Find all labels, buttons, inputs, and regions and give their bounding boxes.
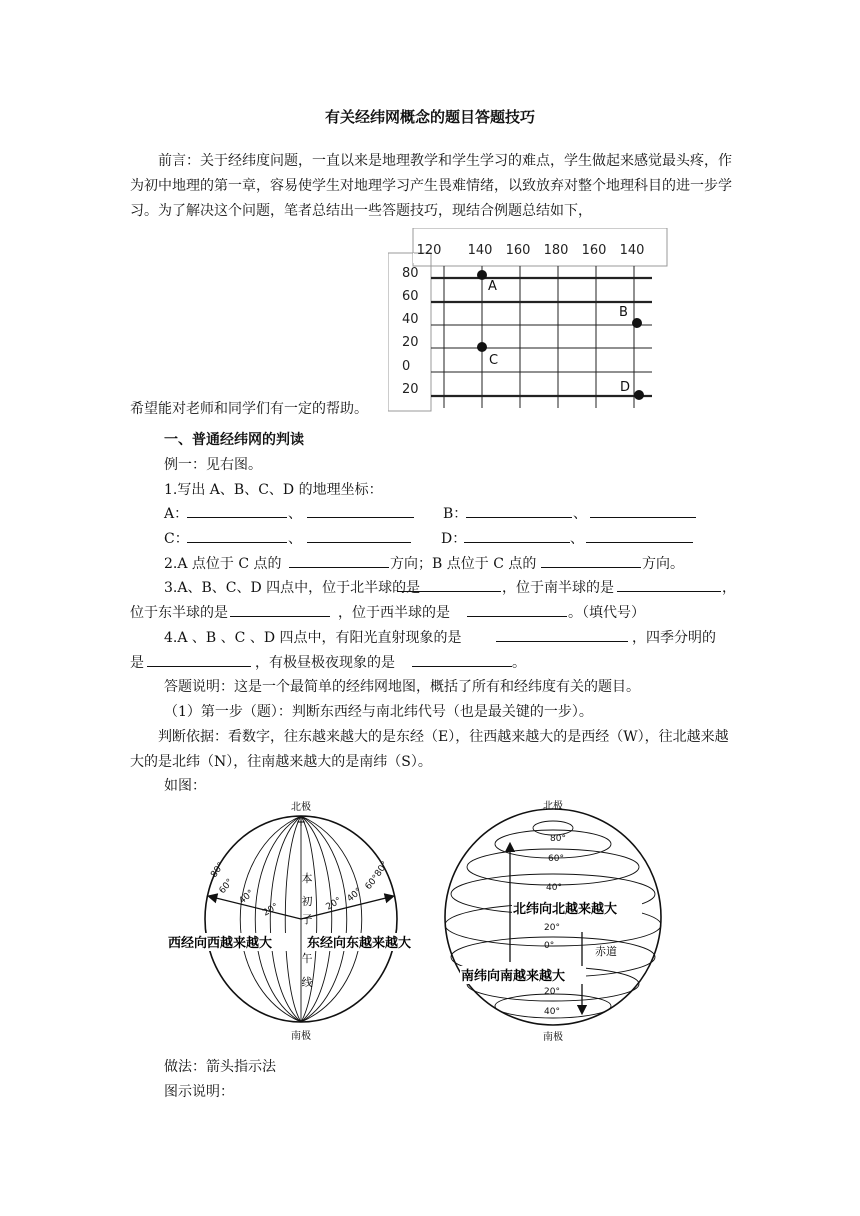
intro-end: 希望能对老师和同学们有一定的帮助。 [130,401,368,417]
question-3-part: ，位于南半球的是 [502,580,614,596]
label-a: A： [164,506,189,522]
answer-blank [590,517,696,518]
top-label: 160 [581,243,607,258]
answer-blank [397,591,501,592]
left-label: 20 [402,382,419,397]
svg-text:0°: 0° [544,941,555,951]
answer-blank [230,616,330,617]
meridian-globe-diagram [160,792,430,1042]
east-longitude-label: 东经向东越来越大 [307,936,412,951]
label-d: D： [441,531,467,547]
meridian-degrees [209,860,390,919]
meridian-char: 午 [301,952,313,965]
answer-blank [147,666,251,667]
svg-text:80°: 80° [550,834,566,844]
grid-lines [431,266,652,408]
left-label: 0 [402,359,411,374]
question-2-part: 方向。 [642,556,684,572]
answer-blank [307,542,411,543]
parallel-degrees [544,834,566,1017]
north-pole-label: 北极 [291,802,311,813]
svg-text:+: + [295,815,307,829]
left-label: 20 [402,335,419,350]
separator: 、 [288,531,302,547]
svg-text:20°: 20° [544,987,560,997]
south-pole-label: 南极 [543,1032,563,1042]
south-latitude-label: 南纬向南越来越大 [461,969,566,984]
svg-text:20°: 20° [324,895,344,913]
svg-text:40°: 40° [544,1007,560,1017]
point-label: A [488,279,497,294]
meridian-char: 初 [301,895,313,908]
svg-text:20°: 20° [544,923,560,933]
section-heading: 一、普通经纬网的判读 [164,432,304,448]
grid-top-labels [417,243,645,258]
question-3-part: 3.A、B、C、D 四点中，位于北半球的是 [164,580,421,596]
svg-text:40°: 40° [237,888,257,907]
svg-text:60°: 60° [548,854,564,864]
question-4-part: 4.A 、B 、C 、D 四点中，有阳光直射现象的是 [164,630,462,646]
answer-blank [464,542,570,543]
top-label: 120 [416,243,442,258]
question-4-part: ，有极昼极夜现象的是 [255,655,395,671]
question-4-part: 。 [512,655,526,671]
separator: 、 [288,506,302,522]
question-3-part: ，位于西半球的是 [338,605,450,621]
question-3-part: 位于东半球的是 [130,605,228,621]
as-shown: 如图： [164,778,206,794]
separator: 、 [573,506,587,522]
answer-blank [496,641,628,642]
svg-text:40°: 40° [546,883,562,893]
top-label: 140 [467,243,493,258]
question-4-part: 是 [130,655,144,671]
grid-left-labels [402,266,419,397]
label-c: C： [164,531,189,547]
answer-blank [617,591,721,592]
west-longitude-label: 西经向西越来越大 [168,936,273,951]
answer-blank [467,616,567,617]
answer-blank [289,567,389,568]
svg-text:60°: 60° [217,877,236,896]
south-pole-label: 南极 [291,1031,311,1042]
basis-paragraph: 判断依据：看数字，往东越来越大的是东经（E），往西越来越大的是西经（W），往北越来越大的是北纬（N），往南越来越大的是南纬（S）。 [130,729,729,770]
svg-text:60°: 60° [363,873,382,892]
label-b: B： [443,506,468,522]
left-label: 60 [402,289,419,304]
answer-blank [187,542,287,543]
svg-text:80°: 80° [209,860,227,880]
meridian-char: 子 [301,913,313,926]
answer-blank [412,666,512,667]
svg-text:80°: 80° [373,859,391,879]
svg-text:40°: 40° [345,886,365,905]
point-a [477,270,487,280]
question-2-part: 2.A 点位于 C 点的 [164,556,282,572]
question-3-part: ， [722,580,736,596]
answer-blank [187,517,287,518]
point-label: D [620,380,631,395]
answer-blank [307,517,414,518]
question-4-part: ，四季分明的 [632,630,716,646]
point-b [632,318,642,328]
meridian-char: 线 [301,976,313,989]
answer-note: 答题说明：这是一个最简单的经纬网地图，概括了所有和经纬度有关的题目。 [164,679,640,695]
answer-blank [586,542,693,543]
question-3-part: 。（填代号） [568,605,645,621]
parallel-globe-diagram [440,792,680,1042]
top-label: 140 [619,243,645,258]
prime-meridian-label [302,871,313,989]
equator-label: 赤道 [595,945,617,958]
point-label: B [619,305,628,320]
lat-lon-grid-figure [388,228,678,413]
answer-blank [466,517,572,518]
diagram-note: 图示说明： [164,1084,234,1100]
grid-points [477,270,644,400]
step-1: （1）第一步（题）：判断东西经与南北纬代号（也是最关键的一步）。 [164,704,593,720]
meridian-char: 本 [301,872,313,885]
north-pole-label: 北极 [543,801,563,812]
separator: 、 [570,531,584,547]
left-label: 80 [402,266,419,281]
intro-paragraph: 前言：关于经纬度问题，一直以来是地理教学和学生学习的难点，学生做起来感觉最头疼，作为初中地理的第一章，容易使学生对地理学习产生畏难情绪，以致放弃对整个地理科目的进一步学习。为了解决这个问题，笔者总结出一些答题技巧，现结合例题总结如下， [130,153,732,219]
top-label: 180 [543,243,569,258]
north-latitude-label: 北纬向北越来越大 [513,902,618,917]
page-title: 有关经纬网概念的题目答题技巧 [324,108,535,126]
top-label: 160 [505,243,531,258]
point-label: C [489,353,499,368]
point-d [634,390,644,400]
point-c [477,342,487,352]
method-text: 做法：箭头指示法 [164,1059,276,1075]
example-label: 例一：见右图。 [164,457,262,473]
svg-text:20°: 20° [261,901,281,919]
question-2-part: 方向；B 点位于 C 点的 [390,556,537,572]
answer-blank [541,567,641,568]
question-1: 1.写出 A、B、C、D 的地理坐标： [164,482,383,498]
left-label: 40 [402,312,419,327]
